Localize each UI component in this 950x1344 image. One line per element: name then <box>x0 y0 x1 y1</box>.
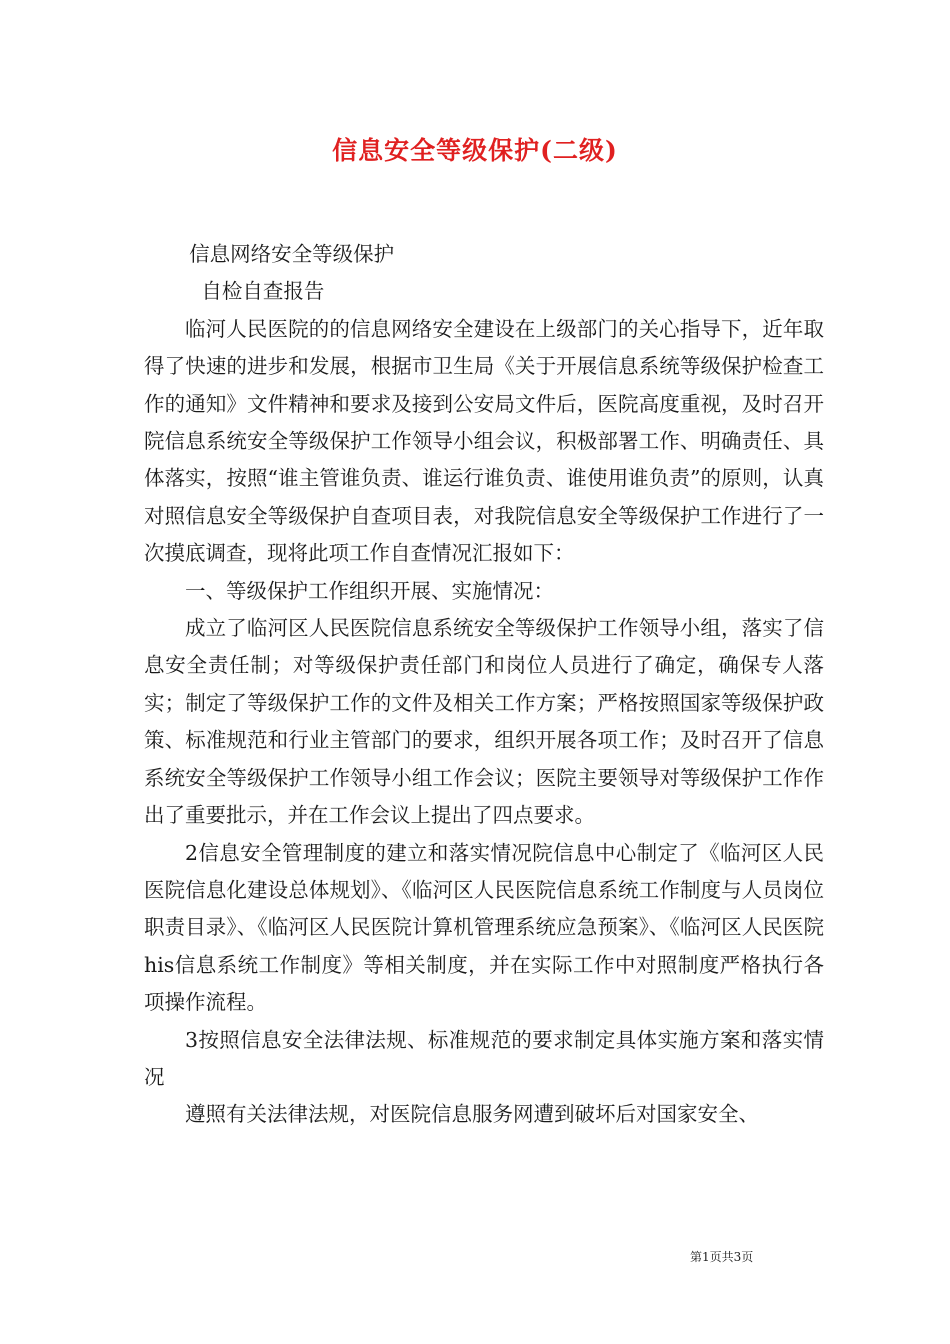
paragraph: 临河人民医院的的信息网络安全建设在上级部门的关心指导下，近年取得了快速的进步和发展，根据市卫生局《关于开展信息系统等级保护检查工作的通知》文件精神和要求及接到公安局文件后，医院高度重视，及时召开院信息系统安全等级保护工作领导小组会议，积极部署工作、明确责任、具体落实，按照“谁主管谁负责、谁运行谁负责、谁使用谁负责”的原则，认真对照信息安全等级保护自查项目表，对我院信息安全等级保护工作进行了一次摸底调查，现将此项工作自查情况汇报如下： <box>144 316 824 566</box>
page-number: 第1页共3页 <box>690 1250 754 1264</box>
document-body <box>144 236 824 1134</box>
paragraph: 遵照有关法律法规，对医院信息服务网遭到破坏后对国家安全、 <box>185 1102 759 1127</box>
paragraph-heading: 信息网络安全等级保护 <box>189 242 395 266</box>
paragraph: 一、等级保护工作组织开展、实施情况： <box>185 578 554 603</box>
paragraph: 2信息安全管理制度的建立和落实情况院信息中心制定了《临河区人民医院信息化建设总体规划》、《临河区人民医院信息系统工作制度与人员岗位职责目录》、《临河区人民医院计算机管理系统应急预案》、《临河区人民医院his信息系统工作制度》等相关制度，并在实际工作中对照制度严格执行各项操作流程。 <box>144 840 824 1015</box>
document-title: 信息安全等级保护(二级) <box>332 136 618 165</box>
paragraph-subheading: 自检自查报告 <box>201 279 325 304</box>
paragraph: 成立了临河区人民医院信息系统安全等级保护工作领导小组，落实了信息安全责任制；对等级保护责任部门和岗位人员进行了确定，确保专人落实；制定了等级保护工作的文件及相关工作方案；严格按照国家等级保护政策、标准规范和行业主管部门的要求，组织开展各项工作；及时召开了信息系统安全等级保护工作领导小组工作会议；医院主要领导对等级保护工作作出了重要批示，并在工作会议上提出了四点要求。 <box>144 616 824 828</box>
paragraph: 3按照信息安全法律法规、标准规范的要求制定具体实施方案和落实情况 <box>144 1027 824 1089</box>
